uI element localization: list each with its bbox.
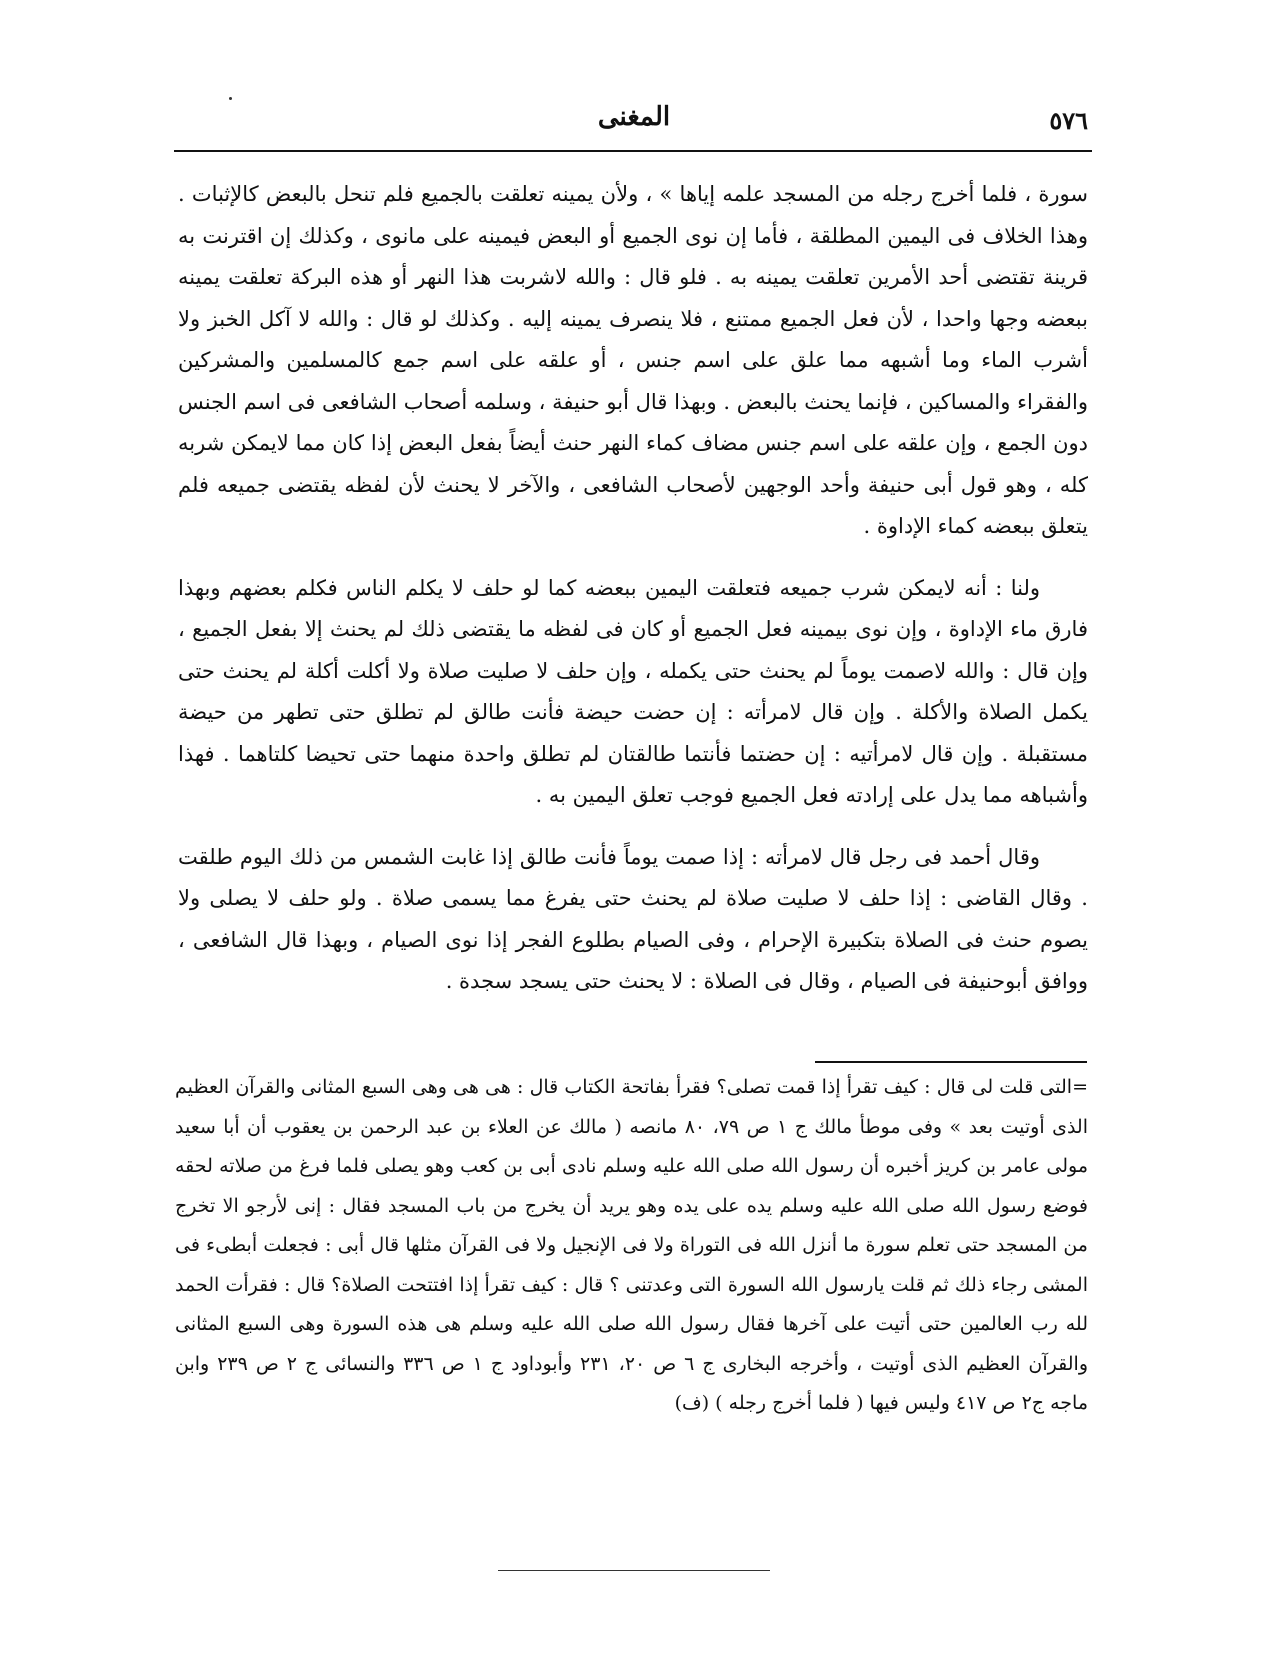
bottom-rule: [498, 1570, 770, 1571]
page-number: ٥٧٦: [1049, 106, 1088, 135]
paragraph: ولنا : أنه لايمكن شرب جميعه فتعلقت اليمين ببعضه كما لو حلف لا يكلم الناس فكلم بعضهم وبهذا فارق ماء الإداوة ، وإن نوى بيمينه فعل الجميع أو كان فى لفظه ما يقتضى ذلك لم يحنث إلا بفعل الجميع ، وإن قال : والله لاصمت يوماً لم يحنث حتى يكمله ، وإن حلف لا صليت صلاة ولا أكلت أكلة لم يحنث حتى يكمل الصلاة والأكلة . وإن قال لامرأته : إن حضت حيضة فأنت طالق لم تطلق حتى تطهر من حيضة مستقبلة . وإن قال لامرأتيه : إن حضتما فأنتما طالقتان لم تطلق واحدة منهما حتى تحيضا كلتاهما . فهذا وأشباهه مما يدل على إرادته فعل الجميع فوجب تعلق اليمين به .: [178, 575, 1088, 807]
footnotes: [175, 1068, 1088, 1424]
footnote-rule: [815, 1061, 1087, 1063]
paragraph: سورة ، فلما أخرج رجله من المسجد علمه إياها » ، ولأن يمينه تعلقت بالجميع فلم تنحل بالبعض كالإثبات . وهذا الخلاف فى اليمين المطلقة ، فأما إن نوى الجميع أو البعض فيمينه على مانوى ، وكذلك إن اقترنت به قرينة تقتضى أحد الأمرين تعلقت يمينه به . فلو قال : والله لاشربت هذا النهر أو هذه البركة تعلقت يمينه ببعضه وجها واحدا ، لأن فعل الجميع ممتنع ، فلا ينصرف يمينه إليه . وكذلك لو قال : والله لا آكل الخبز ولا أشرب الماء وما أشبهه مما علق على اسم جنس ، أو علقه على اسم جمع كالمسلمين والمشركين والفقراء والمساكين ، فإنما يحنث بالبعض . وبهذا قال أبو حنيفة ، وسلمه أصحاب الشافعى فى اسم الجنس دون الجمع ، وإن علقه على اسم جنس مضاف كماء النهر حنث أيضاً بفعل البعض إذا كان مما لايمكن شربه كله ، وهو قول أبى حنيفة وأحد الوجهين لأصحاب الشافعى ، والآخر لا يحنث لأن لفظه يقتضى جميعه فلم يتعلق ببعضه كماء الإداوة .: [178, 182, 1088, 538]
main-text: [178, 174, 1088, 1023]
footnote-text: =التى قلت لى قال : كيف تقرأ إذا قمت تصلى؟ فقرأ بفاتحة الكتاب قال : هى هى وهى السبع المثانى والقرآن العظيم الذى أوتيت بعد » وفى موطأ مالك ج ١ ص ٧٩، ٨٠ مانصه ( مالك عن العلاء بن عبد الرحمن بن يعقوب أن أبا سعيد مولى عامر بن كريز أخبره أن رسول الله صلى الله عليه وسلم نادى أبى بن كعب وهو يصلى فلما فرغ من صلاته لحقه فوضع رسول الله صلى الله عليه وسلم يده على يده وهو يريد أن يخرج من باب المسجد فقال : إنى لأرجو الا تخرج من المسجد حتى تعلم سورة ما أنزل الله فى التوراة ولا فى الإنجيل ولا فى القرآن مثلها قال أبى : فجعلت أبطىء فى المشى رجاء ذلك ثم قلت يارسول الله السورة التى وعدتنى ؟ قال : كيف تقرأ إذا افتتحت الصلاة؟ قال : فقرأت الحمد لله رب العالمين حتى أتيت على آخرها فقال رسول الله صلى الله عليه وسلم هى هذه السورة وهى السبع المثانى والقرآن العظيم الذى أوتيت ، وأخرجه البخارى ج ٦ ص ٢٠، ٢٣١ وأبوداود ج ١ ص ٣٣٦ والنسائى ج ٢ ص ٢٣٩ وابن ماجه ج٢ ص ٤١٧ وليس فيها ( فلما أخرج رجله ) (ف): [175, 1076, 1089, 1414]
page-header: [180, 98, 1088, 138]
header-rule: [174, 150, 1092, 152]
paragraph: وقال أحمد فى رجل قال لامرأته : إذا صمت يوماً فأنت طالق إذا غابت الشمس من ذلك اليوم طلقت . وقال القاضى : إذا حلف لا صليت صلاة لم يحنث حتى يفرغ مما يسمى صلاة . ولو حلف لا يصلى ولا يصوم حنث فى الصلاة بتكبيرة الإحرام ، وفى الصيام بطلوع الفجر إذا نوى الصيام ، وبهذا قال الشافعى ، ووافق أبوحنيفة فى الصيام ، وقال فى الصلاة : لا يحنث حتى يسجد سجدة .: [178, 844, 1088, 993]
running-title: المغنى: [597, 102, 671, 132]
